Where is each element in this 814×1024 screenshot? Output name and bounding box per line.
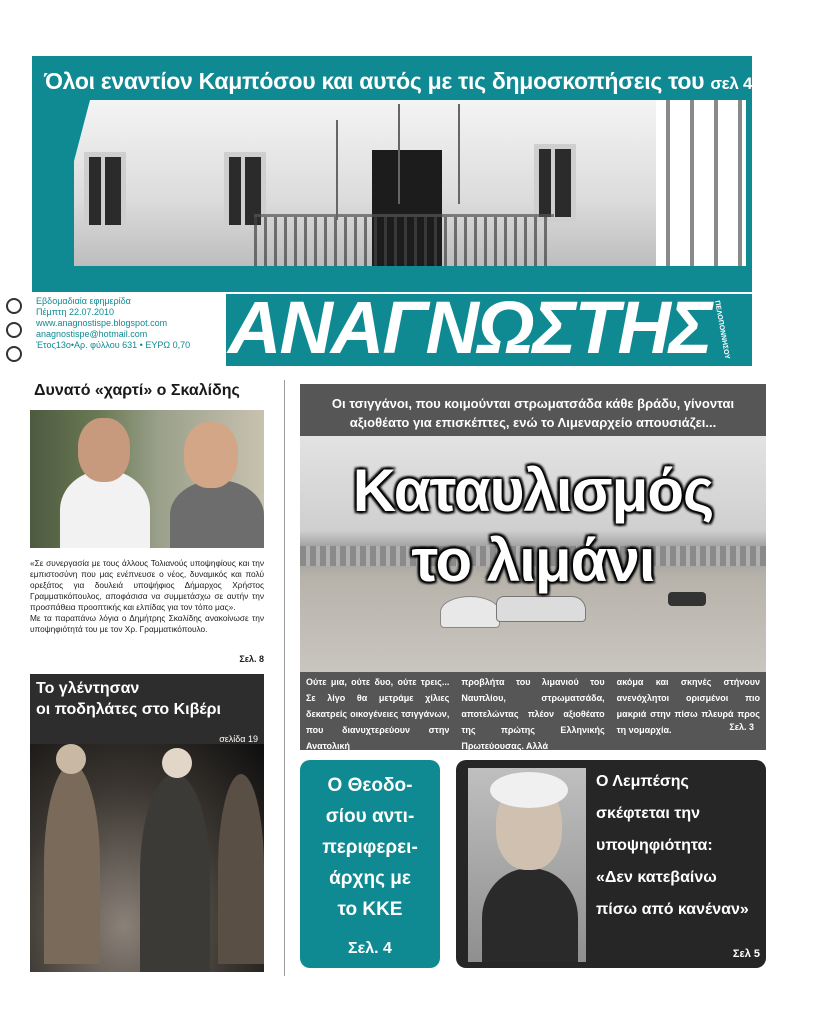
window bbox=[84, 152, 126, 230]
info-link-blog[interactable]: www.anagnostispe.blogspot.com bbox=[36, 318, 168, 328]
skalidis-page-ref[interactable]: Σελ. 8 bbox=[239, 654, 264, 664]
person-suit bbox=[482, 868, 578, 962]
theodosiou-line: Ο Θεοδο- bbox=[327, 775, 413, 796]
skalidis-quote: «Σε συνεργασία με τους άλλους Τολιανούς υποψηφίους και την εμπιστοσύνη που μας ενέπνευσε ο νέος, δυναμικός και πολύ ορεξάτος για δουλειά υποψήφιος Δήμαρχος Χρήστος Γραμματικόπουλος, αποφάσισα να συμμετάσχω σε αυτήν την προσπάθεια προοπτικής και ελπίδας για τον τόπο μας». bbox=[30, 558, 264, 612]
camping-body-col1: Ούτε μια, ούτε δυο, ούτε τρεις... Σε λίγο θα μετράμε χίλιες δεκατρείς οικογένειες τσιγγάνων, που διανυχτερεύουν στην Ανατολική bbox=[306, 677, 450, 751]
person-figure bbox=[218, 774, 264, 964]
flagpole bbox=[398, 104, 400, 204]
top-headline-page-ref: σελ 4 bbox=[710, 74, 753, 93]
cyclists-headline[interactable] bbox=[36, 678, 260, 720]
lempesis-line: «Δεν κατεβαίνω bbox=[596, 869, 717, 886]
camping-body-col2: προβλήτα του λιμανιού του Ναυπλίου, στρωματσάδα, αποτελώντας πλέον αξιοθέατο της πρώτης Ελληνικής Πρωτεύουσας. Αλλά bbox=[461, 677, 605, 751]
window bbox=[534, 144, 576, 222]
camping-title-line1[interactable]: Καταυλισμός bbox=[352, 457, 714, 524]
skalidis-headline[interactable]: Δυνατό «χαρτί» ο Σκαλίδης bbox=[34, 382, 240, 399]
theodosiou-page-ref[interactable]: Σελ. 4 bbox=[348, 940, 392, 957]
person-figure bbox=[140, 774, 210, 972]
lempesis-photo bbox=[468, 768, 586, 962]
theodosiou-line: άρχης με bbox=[329, 868, 411, 889]
colonnade bbox=[656, 100, 746, 266]
camping-page-ref[interactable]: Σελ. 3 bbox=[729, 722, 754, 732]
column-divider bbox=[284, 380, 285, 976]
lempesis-line: Ο Λεμπέσης bbox=[596, 773, 689, 790]
camping-body-col3: ακόμα και σκηνές στήνουν ανενόχλητοι ορισμένοι πιο μακριά στην πίσω πλευρά προς τη νομαρχία. bbox=[616, 677, 760, 735]
info-line: Πέμπτη 22.07.2010 bbox=[36, 307, 115, 317]
lempesis-line: υποψηφιότητα: bbox=[596, 837, 713, 854]
theodosiou-line: περιφερει- bbox=[322, 837, 418, 858]
masthead-info bbox=[36, 296, 190, 351]
person-head bbox=[56, 744, 86, 774]
lempesis-headline[interactable] bbox=[596, 766, 760, 926]
camping-deck: Οι τσιγγάνοι, που κοιμούνται στρωματσάδα κάθε βράδυ, γίνονται αξιοθέατο για επισκέπτες, ενώ το Λιμεναρχείο απουσιάζει... bbox=[331, 396, 735, 430]
person-hair bbox=[490, 772, 568, 808]
balcony bbox=[254, 214, 554, 266]
lempesis-line: πίσω από κανέναν» bbox=[596, 901, 749, 918]
camping-body bbox=[306, 674, 760, 754]
cyclists-page-ref[interactable]: σελίδα 19 bbox=[219, 734, 258, 744]
logo-emblem-icon bbox=[6, 298, 22, 314]
info-link-email[interactable]: anagnostispe@hotmail.com bbox=[36, 329, 148, 339]
camping-title-line2[interactable]: το λιμάνι bbox=[411, 527, 655, 594]
side-logos bbox=[4, 290, 24, 366]
person-face bbox=[78, 418, 130, 482]
cyclists-photo bbox=[30, 744, 264, 972]
tent bbox=[440, 596, 500, 628]
info-line: Εβδομαδιαία εφημερίδα bbox=[36, 296, 131, 306]
lempesis-page-ref[interactable]: Σελ 5 bbox=[732, 948, 760, 960]
person-face bbox=[184, 422, 238, 488]
top-headline-text: Όλοι εναντίον Καμπόσου και αυτός με τις δημοσκοπήσεις του bbox=[44, 68, 705, 94]
theodosiou-line: το ΚΚΕ bbox=[337, 899, 403, 920]
person-head bbox=[162, 748, 192, 778]
masthead-subtitle: ΠΕΛΟΠΟΝΝΗΣΟΥ bbox=[713, 300, 731, 360]
person-shirt bbox=[170, 480, 264, 548]
person-figure bbox=[44, 764, 100, 964]
info-line: Έτος13ο•Αρ. φύλλου 631 • ΕΥΡΩ 0,70 bbox=[36, 340, 191, 350]
skalidis-text bbox=[30, 558, 264, 635]
flagpole bbox=[336, 120, 338, 220]
theodosiou-line: σίου αντι- bbox=[325, 806, 415, 827]
town-hall-photo bbox=[74, 100, 746, 266]
flagpole bbox=[458, 104, 460, 204]
skalidis-body: Με τα παραπάνω λόγια ο Δημήτρης Σκαλίδης ανακοίνωσε την υποψηφιότητά του με τον Χρ. Γραμματικόπουλο. bbox=[30, 613, 264, 634]
logo-seal-icon bbox=[6, 322, 22, 338]
cyclists-headline-line2: οι ποδηλάτες στο Κιβέρι bbox=[36, 701, 221, 718]
logo-badge-icon bbox=[6, 346, 22, 362]
skalidis-photo bbox=[30, 410, 264, 548]
lempesis-line: σκέφτεται την bbox=[596, 805, 701, 822]
masthead-title: ΑΝΑΓΝΩΣΤΗΣ bbox=[228, 286, 711, 369]
theodosiou-headline[interactable] bbox=[306, 770, 434, 925]
car bbox=[496, 596, 586, 622]
top-headline[interactable] bbox=[44, 68, 752, 95]
cyclists-headline-line1: Το γλέντησαν bbox=[36, 680, 140, 697]
